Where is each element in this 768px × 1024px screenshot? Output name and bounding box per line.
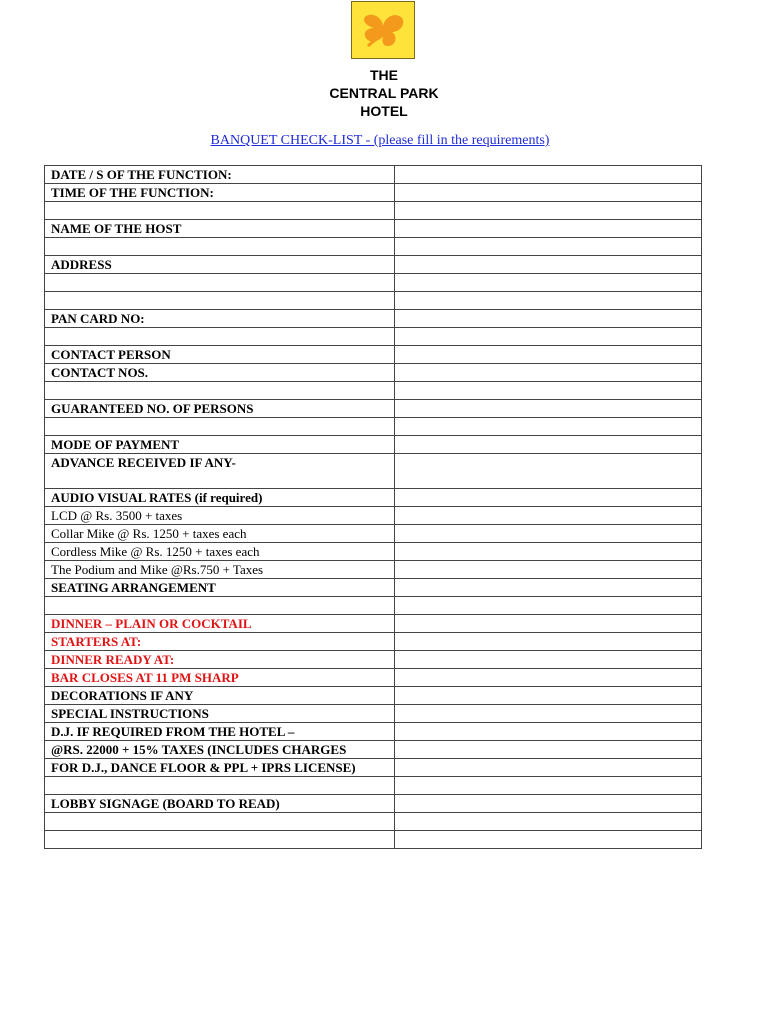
checklist-row: [45, 238, 702, 256]
checklist-label: D.J. IF REQUIRED FROM THE HOTEL –: [45, 723, 395, 741]
checklist-value-field[interactable]: [395, 256, 702, 274]
checklist-row: [45, 328, 702, 346]
checklist-row: [45, 597, 702, 615]
checklist-label: [45, 274, 395, 292]
checklist-value-field[interactable]: [395, 310, 702, 328]
checklist-value-field[interactable]: [395, 579, 702, 597]
checklist-row: [45, 633, 702, 651]
checklist-value-field[interactable]: [395, 633, 702, 651]
checklist-value-field[interactable]: [395, 543, 702, 561]
checklist-value-field[interactable]: [395, 166, 702, 184]
checklist-label: DECORATIONS IF ANY: [45, 687, 395, 705]
checklist-value-field[interactable]: [395, 759, 702, 777]
checklist-row: [45, 489, 702, 507]
checklist-label: [45, 813, 395, 831]
checklist-row: [45, 705, 702, 723]
checklist-row: [45, 723, 702, 741]
checklist-label: [45, 328, 395, 346]
checklist-label: AUDIO VISUAL RATES (if required): [45, 489, 395, 507]
checklist-value-field[interactable]: [395, 184, 702, 202]
checklist-row: [45, 436, 702, 454]
checklist-value-field[interactable]: [395, 813, 702, 831]
checklist-value-field[interactable]: [395, 615, 702, 633]
checklist-label: [45, 777, 395, 795]
checklist-value-field[interactable]: [395, 364, 702, 382]
checklist-value-field[interactable]: [395, 238, 702, 256]
checklist-label: STARTERS AT:: [45, 633, 395, 651]
checklist-label: NAME OF THE HOST: [45, 220, 395, 238]
checklist-row: [45, 454, 702, 489]
checklist-row: [45, 741, 702, 759]
checklist-row: [45, 346, 702, 364]
checklist-value-field[interactable]: [395, 669, 702, 687]
checklist-row: [45, 759, 702, 777]
checklist-value-field[interactable]: [395, 489, 702, 507]
checklist-value-field[interactable]: [395, 831, 702, 849]
checklist-label: ADDRESS: [45, 256, 395, 274]
checklist-row: [45, 777, 702, 795]
checklist-label: SEATING ARRANGEMENT: [45, 579, 395, 597]
checklist-row: [45, 795, 702, 813]
checklist-label: [45, 292, 395, 310]
checklist-row: [45, 256, 702, 274]
checklist-row: [45, 310, 702, 328]
checklist-label: Collar Mike @ Rs. 1250 + taxes each: [45, 525, 395, 543]
checklist-label: LCD @ Rs. 3500 + taxes: [45, 507, 395, 525]
checklist-row: [45, 274, 702, 292]
checklist-value-field[interactable]: [395, 382, 702, 400]
checklist-value-field[interactable]: [395, 436, 702, 454]
checklist-row: [45, 220, 702, 238]
checklist-label: [45, 238, 395, 256]
checklist-row: [45, 418, 702, 436]
checklist-label: The Podium and Mike @Rs.750 + Taxes: [45, 561, 395, 579]
checklist-label: [45, 382, 395, 400]
hotel-logo: [351, 1, 415, 59]
checklist-value-field[interactable]: [395, 525, 702, 543]
checklist-label: [45, 202, 395, 220]
checklist-row: [45, 184, 702, 202]
checklist-row: [45, 669, 702, 687]
checklist-value-field[interactable]: [395, 328, 702, 346]
checklist-row: [45, 166, 702, 184]
checklist-label: [45, 831, 395, 849]
checklist-value-field[interactable]: [395, 777, 702, 795]
checklist-label: [45, 418, 395, 436]
checklist-label: DATE / S OF THE FUNCTION:: [45, 166, 395, 184]
checklist-value-field[interactable]: [395, 292, 702, 310]
checklist-label: LOBBY SIGNAGE (BOARD TO READ): [45, 795, 395, 813]
checklist-label: CONTACT NOS.: [45, 364, 395, 382]
checklist-label: GUARANTEED NO. OF PERSONS: [45, 400, 395, 418]
checklist-value-field[interactable]: [395, 454, 702, 489]
hotel-name-line-2: CENTRAL PARK: [329, 85, 439, 101]
checklist-row: [45, 382, 702, 400]
checklist-value-field[interactable]: [395, 561, 702, 579]
checklist-title: BANQUET CHECK-LIST - (please fill in the requirements): [210, 133, 550, 148]
checklist-value-field[interactable]: [395, 346, 702, 364]
leaf-logo-icon: [352, 2, 414, 58]
checklist-row: [45, 831, 702, 849]
checklist-value-field[interactable]: [395, 651, 702, 669]
checklist-value-field[interactable]: [395, 687, 702, 705]
checklist-label: FOR D.J., DANCE FLOOR & PPL + IPRS LICENSE): [45, 759, 395, 777]
checklist-value-field[interactable]: [395, 741, 702, 759]
checklist-value-field[interactable]: [395, 400, 702, 418]
checklist-row: [45, 525, 702, 543]
checklist-label: TIME OF THE FUNCTION:: [45, 184, 395, 202]
checklist-label: CONTACT PERSON: [45, 346, 395, 364]
checklist-row: [45, 615, 702, 633]
checklist-label: SPECIAL INSTRUCTIONS: [45, 705, 395, 723]
checklist-row: [45, 651, 702, 669]
hotel-name-line-3: HOTEL: [360, 103, 408, 119]
checklist-value-field[interactable]: [395, 418, 702, 436]
checklist-row: [45, 579, 702, 597]
checklist-label: DINNER READY AT:: [45, 651, 395, 669]
checklist-row: [45, 202, 702, 220]
checklist-value-field[interactable]: [395, 723, 702, 741]
checklist-row: [45, 687, 702, 705]
checklist-label: MODE OF PAYMENT: [45, 436, 395, 454]
checklist-label: DINNER – PLAIN OR COCKTAIL: [45, 615, 395, 633]
checklist-label: Cordless Mike @ Rs. 1250 + taxes each: [45, 543, 395, 561]
checklist-row: [45, 400, 702, 418]
checklist-row: [45, 813, 702, 831]
checklist-value-field[interactable]: [395, 507, 702, 525]
checklist-row: [45, 543, 702, 561]
checklist-label: @RS. 22000 + 15% TAXES (INCLUDES CHARGES: [45, 741, 395, 759]
checklist-value-field[interactable]: [395, 220, 702, 238]
checklist-row: [45, 364, 702, 382]
checklist-value-field[interactable]: [395, 202, 702, 220]
checklist-label: [45, 597, 395, 615]
banquet-checklist-table: [44, 165, 702, 849]
checklist-row: [45, 507, 702, 525]
checklist-row: [45, 292, 702, 310]
checklist-value-field[interactable]: [395, 705, 702, 723]
hotel-name-line-1: THE: [370, 67, 398, 83]
checklist-value-field[interactable]: [395, 597, 702, 615]
checklist-label: BAR CLOSES AT 11 PM SHARP: [45, 669, 395, 687]
checklist-value-field[interactable]: [395, 274, 702, 292]
checklist-label: PAN CARD NO:: [45, 310, 395, 328]
checklist-row: [45, 561, 702, 579]
checklist-label: ADVANCE RECEIVED IF ANY-: [45, 454, 395, 489]
checklist-value-field[interactable]: [395, 795, 702, 813]
